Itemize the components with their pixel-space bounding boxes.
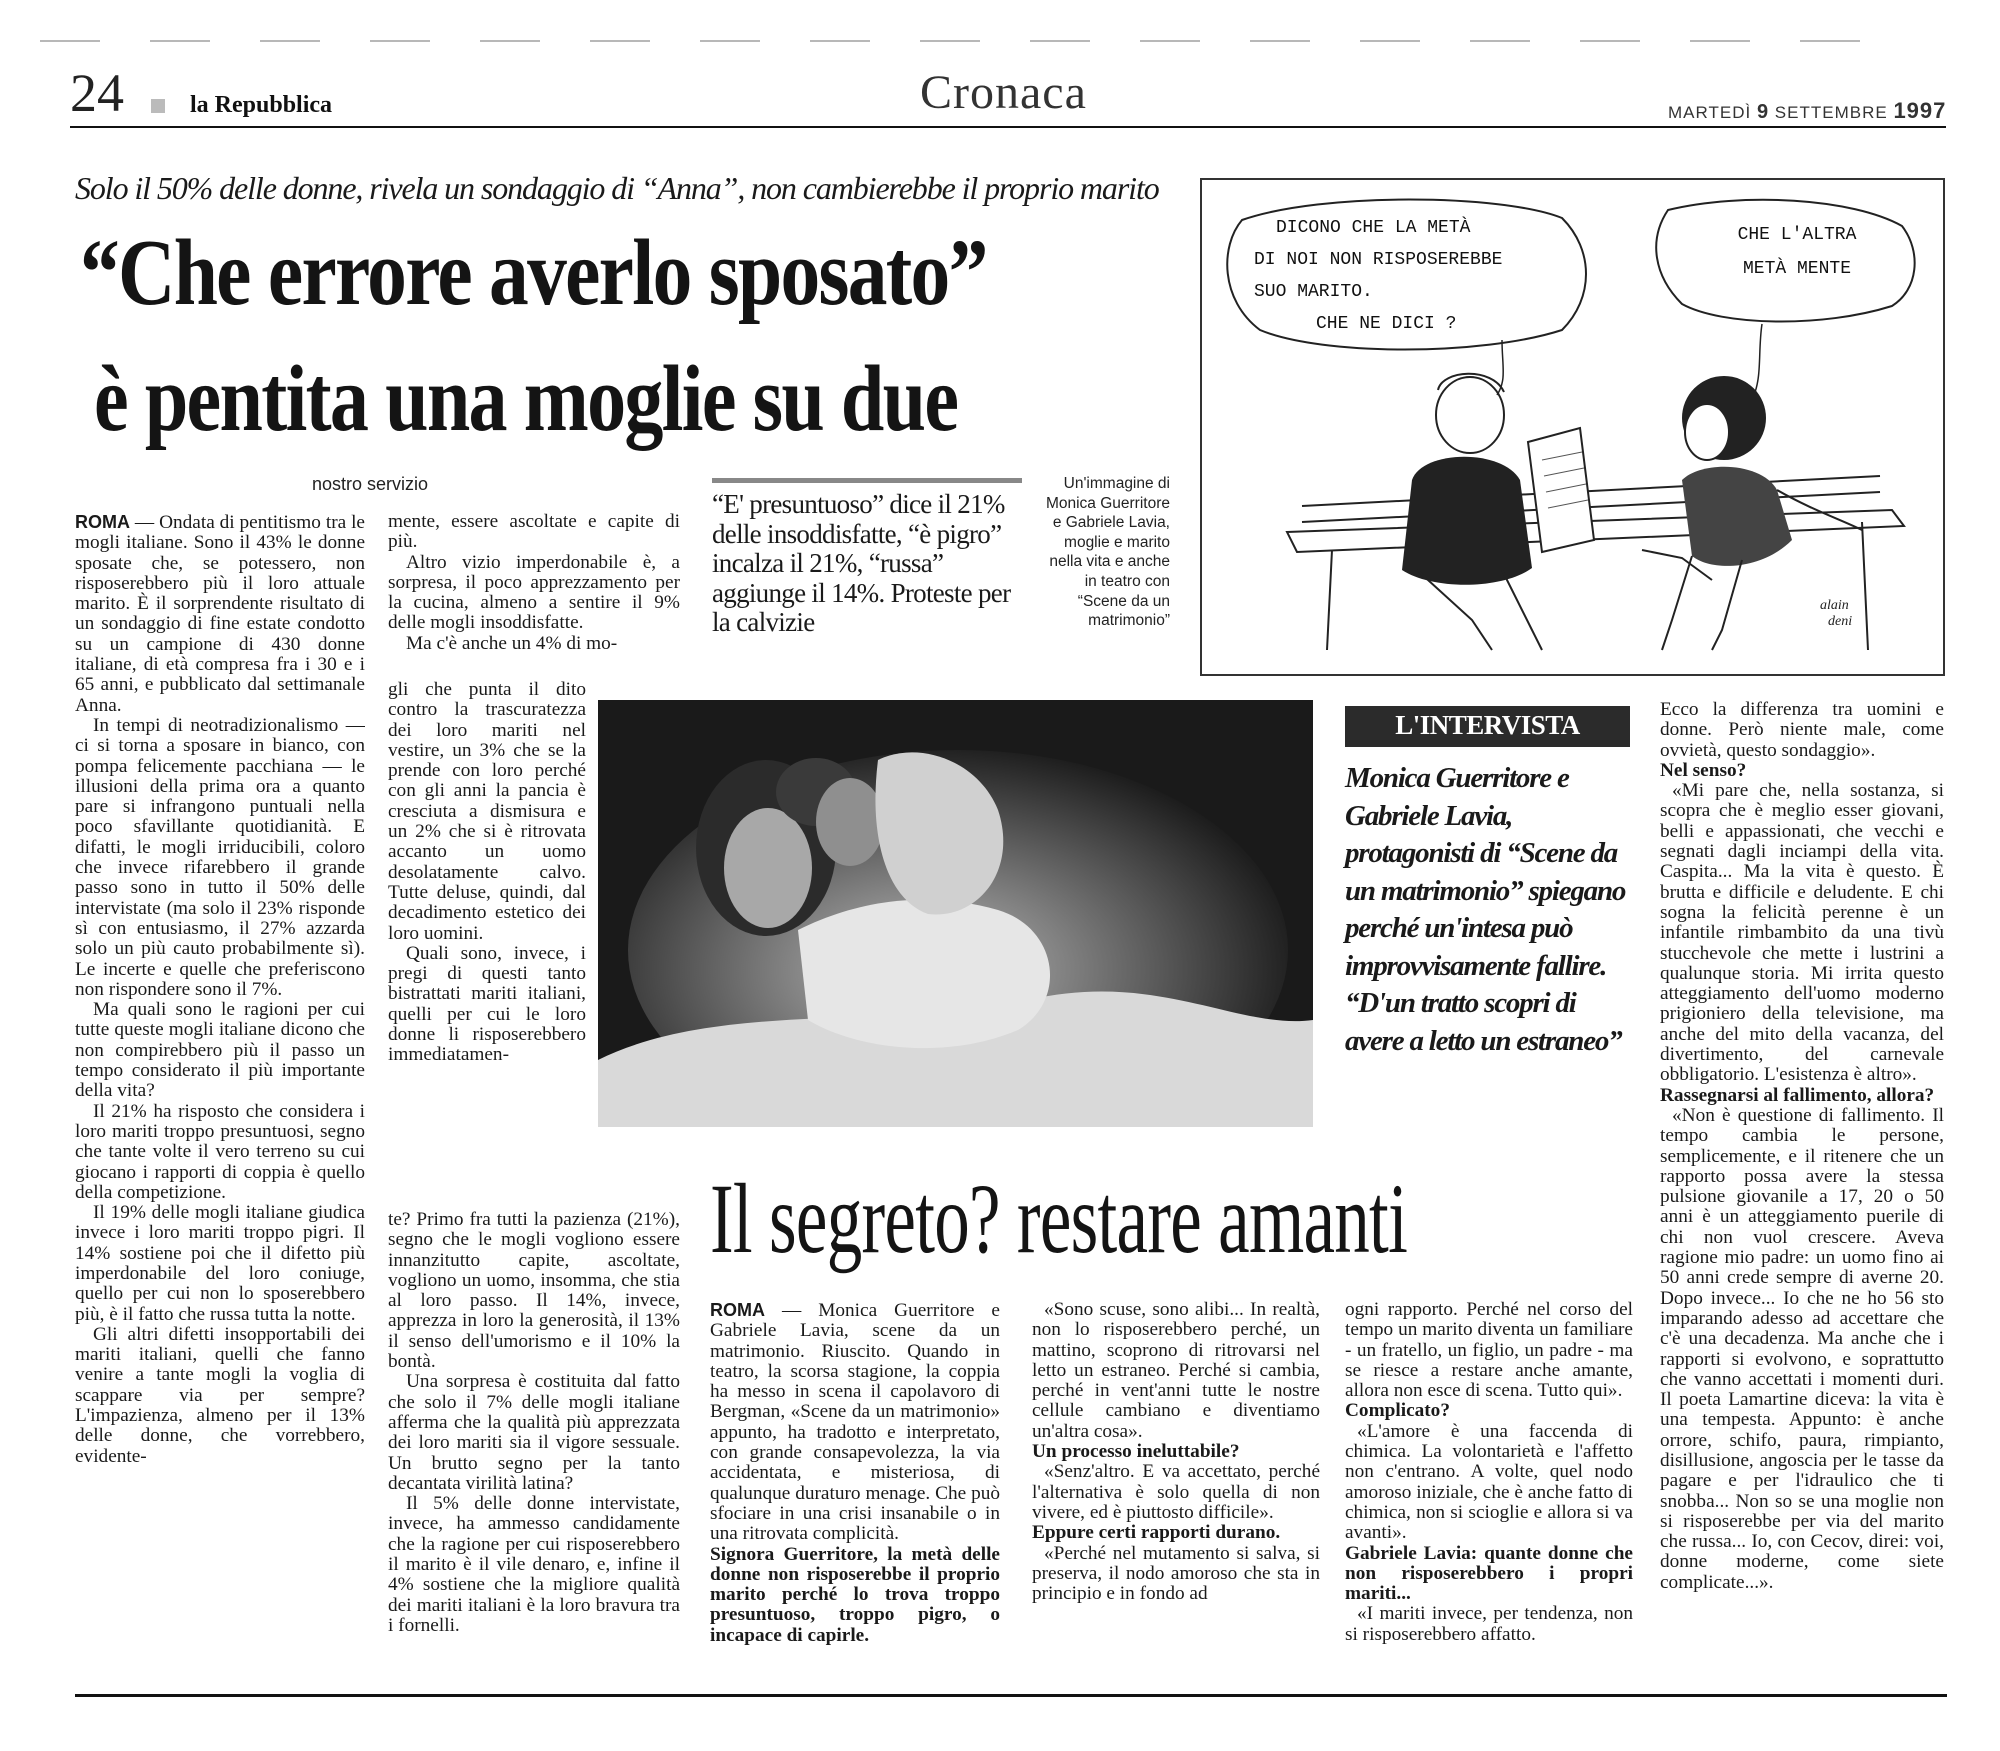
interview-headline [710, 1164, 1660, 1274]
interview-question: Un processo ineluttabile? [1032, 1441, 1240, 1463]
article-column-2-narrow [388, 680, 586, 1210]
interview-question: Rassegnarsi al fallimento, allora? [1660, 1084, 1935, 1106]
dateline-city: ROMA [75, 512, 130, 532]
paragraph: «Non è questione di fallimento. Il tempo cambia le persone, semplicemente, e il ritenere che un rapporto possa avere la stessa pulsione giovanile a 17, 20 o 50 anni è un atteggiamento puerile di chi non vuol crescere. Aveva ragione mio padre: un uomo fino ai 50 anni crede sempre di averne 20. Dopo invece... Io che ne ho 56 sto imparando adesso ad accettare che c'è una decadenza. Ma anche che i rapporti si evolvono, e soprattutto che vanno accettati i momenti duri. Il poeta Lamartine diceva: la vita è una tempesta. Appunto: è anche orrore, schifo, paura, rimpianto, disillusione, angoscia per le tasse da pagare e per l'idraulico che ti snobba... Non so se una moglie non si risposerebbe per via del marito che russa... Io, con Cecov, direi: voi, donne moderne, come siete complicate...». [1660, 1104, 1944, 1593]
photo-caption: Un'immagine di Monica Guerritore e Gabriele Lavia, moglie e marito nella vita e anche in teatro con “Scene da un matrimonio” [1045, 475, 1170, 630]
interview-summary: Monica Guerritore e Gabriele Lavia, protagonisti di “Scene da un matrimonio” spiegano perché un'intesa può improvvisamente fallire. “D'un tratto scopri di avere a letto un estraneo” [1345, 762, 1626, 1057]
section-name: Cronaca [920, 66, 1087, 119]
masthead-square-icon [151, 99, 165, 113]
dateline-city: ROMA [710, 1300, 765, 1320]
interview-question: Complicato? [1345, 1400, 1450, 1422]
interview-column-2 [1032, 1300, 1320, 1680]
bench-back [1302, 476, 1880, 506]
interview-question: Nel senso? [1660, 759, 1747, 781]
byline: nostro servizio [312, 474, 429, 494]
interview-question: Eppure certi rapporti durano. [1032, 1522, 1281, 1544]
paragraph: «L'amore è una faccenda di chimica. La volontarietà e l'affetto non c'entrano. A volte, quel nodo amoroso iniziale, che è anche fatto di chimica, non si scioglie e allora si va avanti». [1345, 1420, 1633, 1544]
woman-left-head [1436, 377, 1504, 453]
headline-line-1 [80, 221, 1180, 326]
paragraph: Ma c'è anche un 4% di mo- [406, 632, 618, 654]
paragraph [75, 512, 365, 716]
date-year: 1997 [1893, 98, 1947, 123]
article-kicker: Solo il 50% delle donne, rivela un sondaggio di “Anna”, non cambierebbe il proprio marito [75, 170, 1159, 206]
woman-left-body [1402, 457, 1532, 585]
paragraph: mente, essere ascoltate e capite di più. [388, 512, 680, 553]
paragraph: Quali sono, invece, i pregi di questi tanto bistrattati mariti italiani, quelli per cui le loro donne li risposerebbero immediatamen- [388, 942, 586, 1066]
interview-label [1345, 706, 1630, 747]
headline-line-2 [94, 347, 1194, 452]
interview-label-text: L'INTERVISTA [1395, 710, 1580, 740]
date-day: 9 [1756, 101, 1770, 123]
newspaper-name: la Repubblica [190, 92, 333, 118]
interview-question: Gabriele Lavia: quante donne che non risposerebbero i propri mariti... [1345, 1542, 1633, 1605]
headline-line-2-text: è pentita una moglie su due [94, 347, 958, 451]
newspaper [1528, 428, 1594, 552]
article-column-2-bottom [388, 1210, 680, 1680]
paragraph: Il 21% ha risposto che considera i loro mariti troppo presuntuosi, segno che tante volte il vero terreno su cui giocano i rapporti di coppia è quello della competizione. [75, 1100, 365, 1203]
paragraph: Ecco la differenza tra uomini e donne. Però niente male, come ovvietà, questo sondaggio». [1660, 700, 1944, 761]
woman-right-face [1685, 404, 1729, 460]
paragraph: Gli altri difetti insopportabili dei mariti italiani, quelli che fanno venire a tante mogli la voglia di scappare via per sempre? L'impazienza, almeno per il 13% delle donne, che vorrebbero, evidente- [75, 1323, 365, 1467]
paragraph: te? Primo fra tutti la pazienza (21%), segno che le mogli vogliono essere innanzitutto capite, ascoltate, vogliono un uomo, insomma, che stia al loro passo. Il 14%, invece, apprezza in loro la generosità, il 13% il senso dell'umorismo e il 10% la bontà. [388, 1210, 680, 1373]
paragraph: «Senz'altro. E va accettato, perché l'alternativa è solo quella di non vivere, ed è piuttosto difficile». [1032, 1461, 1320, 1523]
pullquote: “E' presuntuoso” dice il 21% delle insoddisfatte, “è pigro” incalza il 21%, “russa” aggiunge il 14%. Proteste per la calvizie [712, 489, 1011, 637]
bubble-left-text [1246, 212, 1586, 340]
signature-line-2: deni [1828, 614, 1853, 629]
footer-rule [75, 1694, 1947, 1697]
theatre-photo [598, 700, 1313, 1127]
issue-date [1668, 98, 1946, 124]
paragraph: Altro vizio imperdonabile è, a sorpresa, il poco apprezzamento per la cucina, almeno a sentire il 9% delle mogli insoddisfatte. [388, 551, 680, 634]
pullquote-top-rule [712, 478, 1022, 483]
paragraph: ogni rapporto. Perché nel corso del tempo un marito diventa un familiare - un fratello, un figlio, un padre - ma se riesce a restare anche amante, allora non esce di scena. Tutto qui». [1345, 1300, 1633, 1402]
bubble-left-line-2: DI NOI NON RISPOSEREBBE [1254, 250, 1503, 270]
cartoon-signature [1820, 598, 1852, 630]
bubble-right-line-1: CHE L'ALTRA [1737, 225, 1857, 245]
bubble-tail-right [1754, 324, 1762, 395]
bubble-left-line-4: CHE NE DICI ? [1316, 314, 1457, 334]
headline-line-1-text: “Che errore averlo sposato” [80, 221, 987, 325]
paragraph [710, 1300, 1000, 1545]
paragraph: «Mi pare che, nella sostanza, si scopra che è meglio esser giovani, belli e appassionati, che vecchi e segnati dagli inciampi della vita. Caspita... Ma la vita è questo. È brutta e difficile e deludente. E chi sogna la felicità perenne è un infantile rimbambito da una tivù stucchevole che mette i lustrini a qualunque storia. Mi irrita questo atteggiamento dell'uomo moderno prigioniero della televisione, ma anche del mito della vacanza, del divertimento, del carnevale obbligatorio. L'esistenza è altro». [1660, 780, 1944, 1086]
lead-text: — Monica Guerritore e Gabriele Lavia, scene da un matrimonio. Riuscito. Quando in teatro, la scorsa stagione, la coppia ha messo in scena il capolavoro di Bergman, «Scene da un matrimonio» appunto, ha tradotto e interpretato, con grande consapevolezza, la via accidentata, e misteriosa, di qualunque duraturo menage. Che può sfociare in una crisi insanabile o in una ritrovata complicità. [710, 1300, 1000, 1545]
interview-question: Signora Guerritore, la metà delle donne non risposerebbe il proprio marito perché lo trova troppo presuntuoso, troppo pigro, o incapace di capirle. [710, 1543, 1000, 1646]
masthead-rule [70, 126, 1946, 128]
article-column-1 [75, 512, 365, 1672]
bench-seat [1287, 510, 1904, 552]
bubble-left-line-1: DICONO CHE LA METÀ [1276, 218, 1471, 238]
interview-column-4 [1660, 700, 1944, 1680]
paragraph: Il 19% delle mogli italiane giudica invece i loro mariti troppo pigri. Il 14% sostiene poi che il difetto più imperdonabile del loro coniuge, quello per cui non lo sposerebbero più, è il fatto che russa tutta la notte. [75, 1202, 365, 1325]
interview-headline-text: Il segreto? restare amanti [710, 1163, 1408, 1274]
paragraph: «I mariti invece, per tendenza, non si risposerebbero affatto. [1345, 1603, 1633, 1645]
signature-line-1: alain [1820, 598, 1849, 613]
paragraph: «Perché nel mutamento si salva, si preserva, il nodo amoroso che sta in principio e in fondo ad [1032, 1542, 1320, 1605]
interview-column-3 [1345, 1300, 1633, 1680]
paragraph: In tempi di neotradizionalismo — ci si torna a sposare in bianco, con pompa felicemente pacchiana — le illusioni della prima ora a quanto pare si infrangono puntuali nella poco sfavillante quotidianità. E difatti, le mogli irriducibili, coloro che invece rifarebbero il grande passo sono in tutto il 50% delle intervistate (ma solo il 23% risponde sì con entusiasmo, il 27% azzarda solo un più cauto probabilmente sì). Le incerte e quelle che preferiscono non rispondere sono il 7%. [75, 714, 365, 1000]
bubble-right-text [1682, 218, 1912, 286]
cartoon-frame [1200, 178, 1945, 676]
bubble-left-line-3: SUO MARITO. [1254, 282, 1373, 302]
bubble-right-line-2: METÀ MENTE [1742, 259, 1852, 279]
paragraph: Il 5% delle donne intervistate, invece, ha ammesso candidamente che la ragione per cui risposerebbero il marito è il vile denaro, e, infine il 4% sostiene che la migliore qualità dei mariti italiani è la loro bravura tra i fornelli. [388, 1493, 680, 1636]
paragraph: Una sorpresa è costituita dal fatto che solo il 7% delle mogli italiane afferma che la qualità più apprezzata dei loro mariti sia il vigore sessuale. Un brutto segno per la tanto decantata virilità latina? [388, 1371, 680, 1494]
photo-image [598, 700, 1313, 1127]
article-column-2-top [388, 512, 680, 682]
lead-text: — Ondata di pentitismo tra le mogli italiane. Sono il 43% le donne sposate che, se potessero, non risposerebbero più il loro attuale marito. È il sorprendente risultato di un sondaggio di fine estate condotto su un campione di 430 donne italiane, di età compresa fra i 30 e i 65 anni, e pubblicato dal settimanale Anna. [75, 512, 365, 716]
date-month: SETTEMBRE [1774, 103, 1888, 122]
page-number: 24 [70, 63, 124, 123]
interview-column-1 [710, 1300, 1000, 1680]
paragraph: Ma quali sono le ragioni per cui tutte queste mogli italiane dicono che non compirebbero più il passo un tempo considerato il più importante della vita? [75, 999, 365, 1102]
paragraph: «Sono scuse, sono alibi... In realtà, non lo risposerebbero perché, un mattino, scoprono di ritrovarsi nel letto un estraneo. Perché si cambia, perché in vent'anni tutte le nostre cellule cambiano e diventiamo un'altra cosa». [1032, 1300, 1320, 1442]
date-weekday: MARTEDÌ [1668, 103, 1752, 122]
paragraph: gli che punta il dito contro la trascuratezza dei loro mariti nel vestire, un 3% che se la prende con loro perché con gli anni la pancia è cresciuta a dismisura e un 2% che si è ritrovata accanto un uomo desolatamente calvo. Tutte deluse, quindi, dal decadimento estetico dei loro uomini. [388, 680, 586, 944]
